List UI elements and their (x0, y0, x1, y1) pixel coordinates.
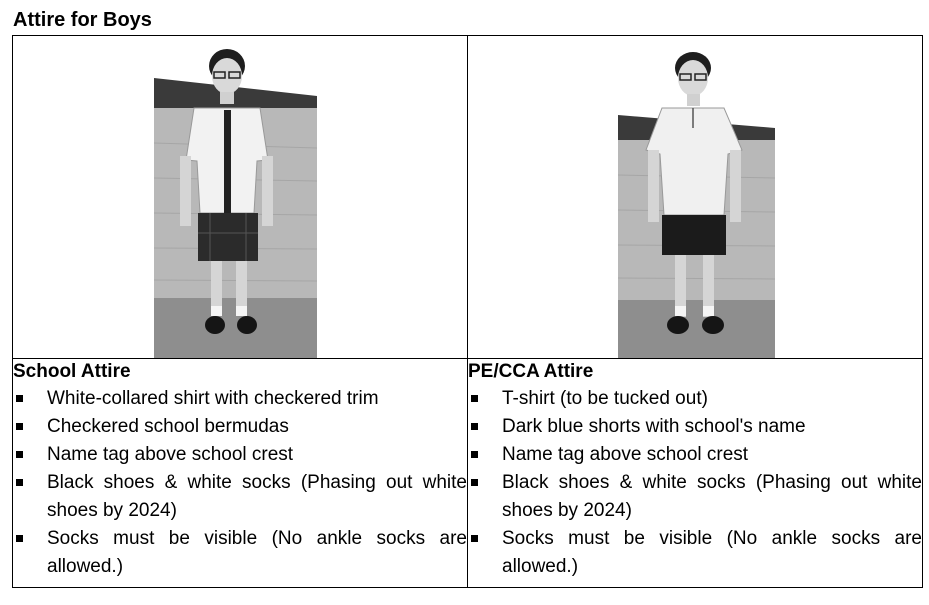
attire-table (12, 35, 923, 588)
pe-attire-list (468, 385, 922, 581)
list-item: Dark blue shorts with school's name (468, 413, 922, 441)
list-item: T-shirt (to be tucked out) (468, 385, 922, 413)
list-item: Name tag above school crest (13, 441, 467, 469)
pe-attire-photo (618, 50, 775, 358)
school-attire-photo (154, 48, 317, 358)
school-attire-list (13, 385, 467, 581)
text-row (13, 359, 923, 588)
photo-row (13, 36, 923, 359)
page-title: Attire for Boys (13, 9, 152, 31)
school-attire-cell (13, 359, 468, 588)
list-item: Name tag above school crest (468, 441, 922, 469)
school-attire-heading: School Attire (13, 361, 131, 382)
list-item: Socks must be visible (No ankle socks are allowed.) (468, 525, 922, 581)
pe-attire-cell (468, 359, 923, 588)
pe-attire-photo-cell (468, 36, 923, 359)
school-attire-photo-cell (13, 36, 468, 359)
list-item: Black shoes & white socks (Phasing out white shoes by 2024) (468, 469, 922, 525)
list-item: Checkered school bermudas (13, 413, 467, 441)
pe-attire-heading: PE/CCA Attire (468, 361, 594, 382)
list-item: Black shoes & white socks (Phasing out white shoes by 2024) (13, 469, 467, 525)
list-item: Socks must be visible (No ankle socks are allowed.) (13, 525, 467, 581)
list-item: White-collared shirt with checkered trim (13, 385, 467, 413)
